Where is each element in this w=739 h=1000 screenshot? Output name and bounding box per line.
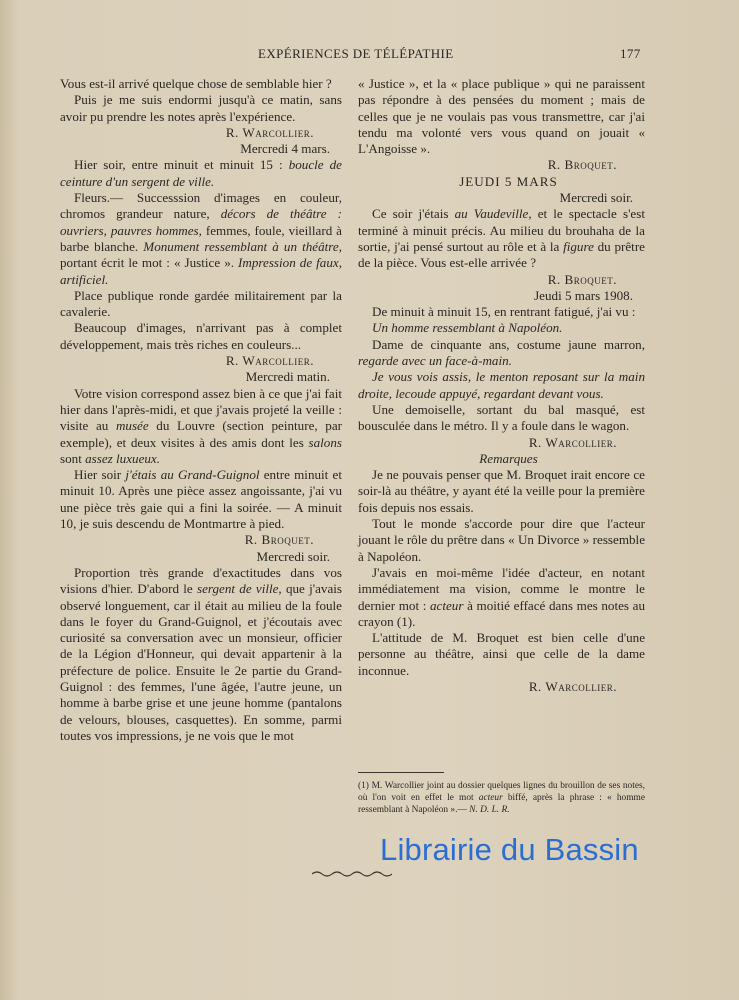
entry-date: Mercredi soir.: [256, 548, 330, 564]
paragraph: Fleurs.— Successsion d'images en couleur, chromos grandeur nature, décors de théâtre : ouvriers, pauvres hommes, femmes, foule, vieillard à barbe blanche. Monument ressemblant à un théâtre, portant écrit le mot : « Justice ». Impression de faux, artificiel.: [60, 190, 342, 287]
paragraph: L'attitude de M. Broquet est bien celle d'une personne au théâtre, ainsi que celle de la dame inconnue.: [358, 630, 645, 678]
paragraph: Vous est-il arrivé quelque chose de semblable hier ?: [60, 76, 332, 91]
paragraph: Dame de cinquante ans, costume jaune marron, regarde avec un face-à-main.: [358, 336, 645, 369]
footnote-divider: [358, 772, 444, 773]
paragraph: Puis je me suis endormi jusqu'à ce matin, sans avoir pu prendre les notes après l'expérience.: [60, 92, 342, 124]
paragraph: Une demoiselle, sortant du bal masqué, est bousculée dans le métro. Il y a foule dans le wagon.: [358, 401, 645, 434]
signature: R. Warcollier.: [225, 124, 314, 140]
footnote: (1) M. Warcollier joint au dossier quelques lignes du brouillon de ses notes, où l'on voit en effet le mot acteur biffé, après la phrase : « homme ressemblant à Napoléon ».— N. D. L. R.: [358, 781, 645, 815]
signature: R. Warcollier.: [528, 678, 617, 694]
paragraph: Votre vision correspond assez bien à ce que j'ai fait hier dans l'après-midi, et que j'avais projeté la veille : visite au musée du Louvre (section peinture, par exemple), et deux visites à des amis dont les salons sont assez luxueux.: [60, 385, 342, 466]
left-column: [60, 76, 342, 744]
paragraph: Je ne pouvais penser que M. Broquet irait encore ce soir-là au théâtre, y ayant été la veille pour la première fois depuis nos essais.: [358, 467, 645, 515]
paragraph: Un homme ressemblant à Napoléon.: [372, 320, 563, 336]
watermark: Librairie du Bassin: [380, 832, 639, 867]
end-ornament: [312, 870, 392, 878]
signature: R. Broquet.: [547, 271, 617, 287]
paragraph: « Justice », et la « place publique » qui ne paraissent pas répondre à des pensées du moment ; mais de celles que je ne voulais pas vous transmettre, car j'ai tendu ma volonté vers vous quand on jouait « L'Angoisse ».: [358, 76, 645, 157]
paragraph: Beaucoup d'images, n'arrivant pas à complet développement, mais très riches en couleurs...: [60, 320, 342, 352]
signature: R. Broquet.: [244, 532, 314, 548]
paragraph: J'avais en moi-même l'idée d'acteur, en notant immédiatement ma vision, comme le montre le dernier mot : acteur à moitié effacé dans mes notes au crayon (1).: [358, 564, 645, 629]
remarks-heading: Remarques: [479, 450, 538, 466]
paragraph: Tout le monde s'accorde pour dire que l'acteur jouant le rôle du prêtre dans « Un Divorce » ressemble à Napoléon.: [358, 516, 645, 564]
paragraph: Je vous vois assis, le menton reposant sur la main droite, lecoude appuyé, regardant devant vous.: [358, 369, 645, 401]
section-heading: JEUDI 5 MARS: [459, 173, 558, 189]
paragraph: Place publique ronde gardée militairement par la cavalerie.: [60, 287, 342, 320]
paragraph: De minuit à minuit 15, en rentrant fatigué, j'ai vu :: [372, 304, 636, 320]
paragraph: Proportion très grande d'exactitudes dans vos visions d'hier. D'abord le sergent de ville, que j'avais observé longuement, car il était au milieu de la foule dans le foyer du Grand-Guignol, et j'écoutais avec curiosité sa conversation avec un monsieur, officier de la Légion d'Honneur, qui devait appartenir à la préfecture de police. Ensuite le 2e partie du Grand-Guignol : des femmes, l'une âgée, l'autre jeune, un homme à barbe grise et une jeune homme (pantalons de velours, blouses, casquettes). En somme, parmi toutes vos impressions, je ne vois que le mot: [60, 564, 342, 743]
paragraph: Hier soir, entre minuit et minuit 15 : boucle de ceinture d'un sergent de ville.: [60, 157, 342, 189]
entry-date: Jeudi 5 mars 1908.: [534, 287, 633, 303]
paragraph: Hier soir j'étais au Grand-Guignol entre minuit et minuit 10. Après une pièce assez angoissante, j'ai vu une pièce très gaie qui a fini la soirée. — A minuit 10, je suis descendu de Montmartre à pied.: [60, 467, 342, 532]
signature: R. Broquet.: [547, 157, 617, 173]
signature: R. Warcollier.: [528, 434, 617, 450]
paragraph: Ce soir j'étais au Vaudeville, et le spectacle s'est terminé à minuit précis. Au milieu du brouhaha de la sortie, j'ai pensé surtout au rôle et à la figure du prêtre de la pièce. Vous est-elle arrivée ?: [358, 206, 645, 271]
entry-date: Mercredi matin.: [245, 369, 330, 385]
running-header: [0, 46, 739, 66]
signature: R. Warcollier.: [225, 353, 314, 369]
right-column: [358, 76, 645, 695]
running-title: EXPÉRIENCES DE TÉLÉPATHIE: [258, 46, 454, 61]
page-number: 177: [620, 46, 641, 61]
entry-date: Mercredi soir.: [559, 190, 633, 206]
entry-date: Mercredi 4 mars.: [240, 141, 330, 157]
